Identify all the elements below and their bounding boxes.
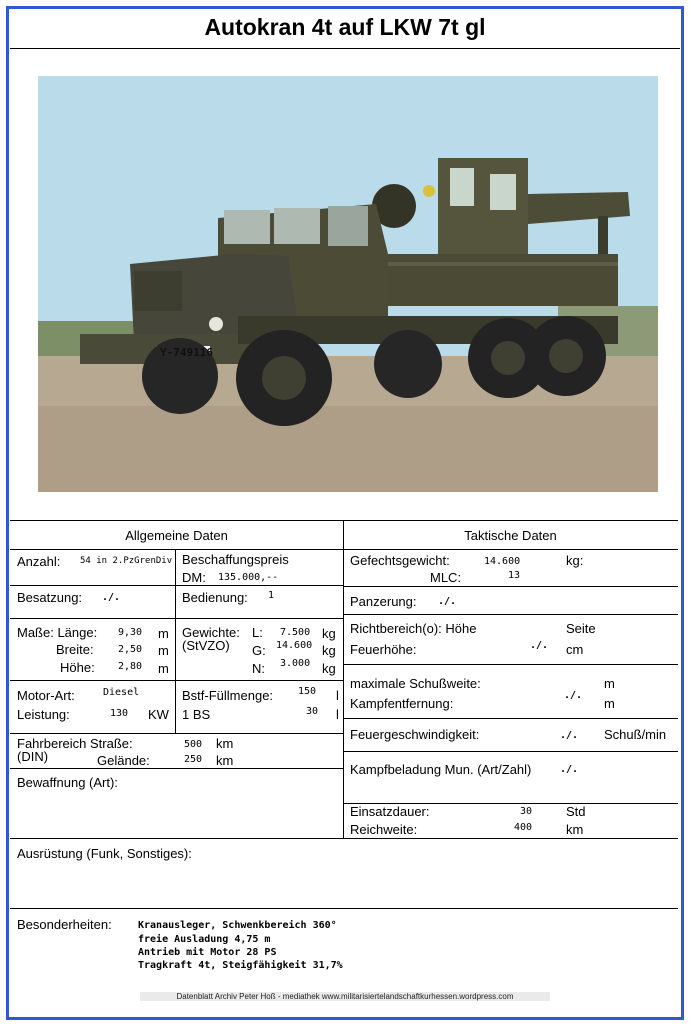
hoehe-unit: m xyxy=(158,661,169,676)
besonderheiten-line: Tragkraft 4t, Steigfähigkeit 31,7% xyxy=(138,960,343,971)
reichweite-value: 400 xyxy=(514,822,533,833)
schussweite-unit: m xyxy=(604,676,615,691)
motor-label: Motor-Art: xyxy=(17,688,75,703)
einsatzdauer-unit: Std xyxy=(566,804,586,819)
header-taktische-daten: Taktische Daten xyxy=(464,528,557,543)
gefechtsgewicht-value: 14.600 xyxy=(484,556,521,567)
din-label: (DIN) xyxy=(17,749,49,764)
gelaende-value: 250 xyxy=(184,754,203,765)
mlc-value: 13 xyxy=(508,570,521,581)
bs-label: 1 BS xyxy=(182,707,211,722)
footer-credit: Datenblatt Archiv Peter Hoß - mediathek www.militarisiertelandschaftkurhessen.wordpress.com xyxy=(140,992,550,1001)
breite-unit: m xyxy=(158,643,169,658)
hoehe-value: 2,80 xyxy=(118,661,143,672)
fahrbereich-label: Fahrbereich Straße: xyxy=(17,736,133,751)
laenge-unit: m xyxy=(158,626,169,641)
page-title: Autokran 4t auf LKW 7t gl xyxy=(204,14,486,40)
l-value: 7.500 xyxy=(280,627,311,638)
bstf-value: 150 xyxy=(298,686,317,697)
leistung-label: Leistung: xyxy=(17,707,70,722)
feuerhoehe-value: ./. xyxy=(530,640,549,651)
motor-value: Diesel xyxy=(103,687,140,698)
g-value: 14.600 xyxy=(276,640,313,651)
table-center-divider xyxy=(343,520,344,838)
breite-value: 2,50 xyxy=(118,644,143,655)
kampfentfernung-unit: m xyxy=(604,696,615,711)
strasse-value: 500 xyxy=(184,739,203,750)
feuergeschw-unit: Schuß/min xyxy=(604,727,667,742)
hoehe-label: Höhe: xyxy=(60,660,95,675)
bs-value: 30 xyxy=(306,706,319,717)
masse-laenge-label: Maße: Länge: xyxy=(17,625,98,640)
einsatzdauer-value: 30 xyxy=(520,806,533,817)
gefechtsgewicht-unit: kg: xyxy=(566,553,584,568)
dm-value: 135.000,-- xyxy=(218,572,279,583)
bedienung-value: 1 xyxy=(268,590,275,601)
kampfbeladung-value: ./. xyxy=(560,764,579,775)
besonderheiten-line: Kranausleger, Schwenkbereich 360° xyxy=(138,920,337,931)
stvzo-label: (StVZO) xyxy=(182,638,230,653)
header-allgemeine-daten: Allgemeine Daten xyxy=(125,528,228,543)
panzerung-label: Panzerung: xyxy=(350,594,417,609)
strasse-unit: km xyxy=(216,736,234,751)
gelaende-unit: km xyxy=(216,753,234,768)
bs-unit: l xyxy=(336,707,339,722)
gewichte-label: Gewichte: xyxy=(182,625,240,640)
g-label: G: xyxy=(252,643,266,658)
gelaende-label: Gelände: xyxy=(97,753,150,768)
besonderheiten-line: Antrieb mit Motor 28 PS xyxy=(138,947,277,958)
reichweite-label: Reichweite: xyxy=(350,822,418,837)
kampfentfernung-label: Kampfentfernung: xyxy=(350,696,454,711)
table-top-line xyxy=(10,520,678,521)
kampfbeladung-label: Kampfbeladung Mun. (Art/Zahl) xyxy=(350,762,532,777)
vehicle-photo xyxy=(38,76,658,492)
l-unit: kg xyxy=(322,626,336,641)
feuergeschw-label: Feuergeschwindigkeit: xyxy=(350,727,480,742)
besatzung-label: Besatzung: xyxy=(17,590,83,605)
leistung-unit: KW xyxy=(148,707,169,722)
n-label: N: xyxy=(252,661,265,676)
feuerhoehe-unit: cm xyxy=(566,642,584,657)
feuerhoehe-label: Feuerhöhe: xyxy=(350,642,417,657)
license-plate: Y-749116 xyxy=(160,346,213,359)
ausruestung-label: Ausrüstung (Funk, Sonstiges): xyxy=(17,846,192,861)
mlc-label: MLC: xyxy=(430,570,462,585)
bstf-label: Bstf-Füllmenge: xyxy=(182,688,274,703)
besonderheiten-label: Besonderheiten: xyxy=(17,917,112,932)
bstf-unit: l xyxy=(336,688,339,703)
anzahl-value: 54 in 2.PzGrenDiv xyxy=(80,556,173,566)
schussweite-value: ./. xyxy=(564,690,583,701)
richtbereich-label: Richtbereich(o): Höhe xyxy=(350,621,477,636)
feuergeschw-value: ./. xyxy=(560,730,579,741)
beschaffung-label: Beschaffungspreis xyxy=(182,552,289,567)
title-divider xyxy=(10,48,680,49)
dm-label: DM: xyxy=(182,570,206,585)
schussweite-label: maximale Schußweite: xyxy=(350,676,481,691)
bewaffnung-label: Bewaffnung (Art): xyxy=(17,775,118,790)
besonderheiten-line: freie Ausladung 4,75 m xyxy=(138,934,271,945)
anzahl-label: Anzahl: xyxy=(17,554,61,569)
besatzung-value: ./. xyxy=(102,592,121,603)
panzerung-value: ./. xyxy=(438,596,457,607)
breite-label: Breite: xyxy=(56,642,94,657)
g-unit: kg xyxy=(322,643,336,658)
laenge-value: 9,30 xyxy=(118,627,143,638)
bedienung-label: Bedienung: xyxy=(182,590,248,605)
einsatzdauer-label: Einsatzdauer: xyxy=(350,804,430,819)
l-label: L: xyxy=(252,625,263,640)
n-unit: kg xyxy=(322,661,336,676)
leistung-value: 130 xyxy=(110,708,129,719)
gefechtsgewicht-label: Gefechtsgewicht: xyxy=(350,553,450,568)
n-value: 3.000 xyxy=(280,658,311,669)
seite-label: Seite xyxy=(566,621,596,636)
reichweite-unit: km xyxy=(566,822,584,837)
